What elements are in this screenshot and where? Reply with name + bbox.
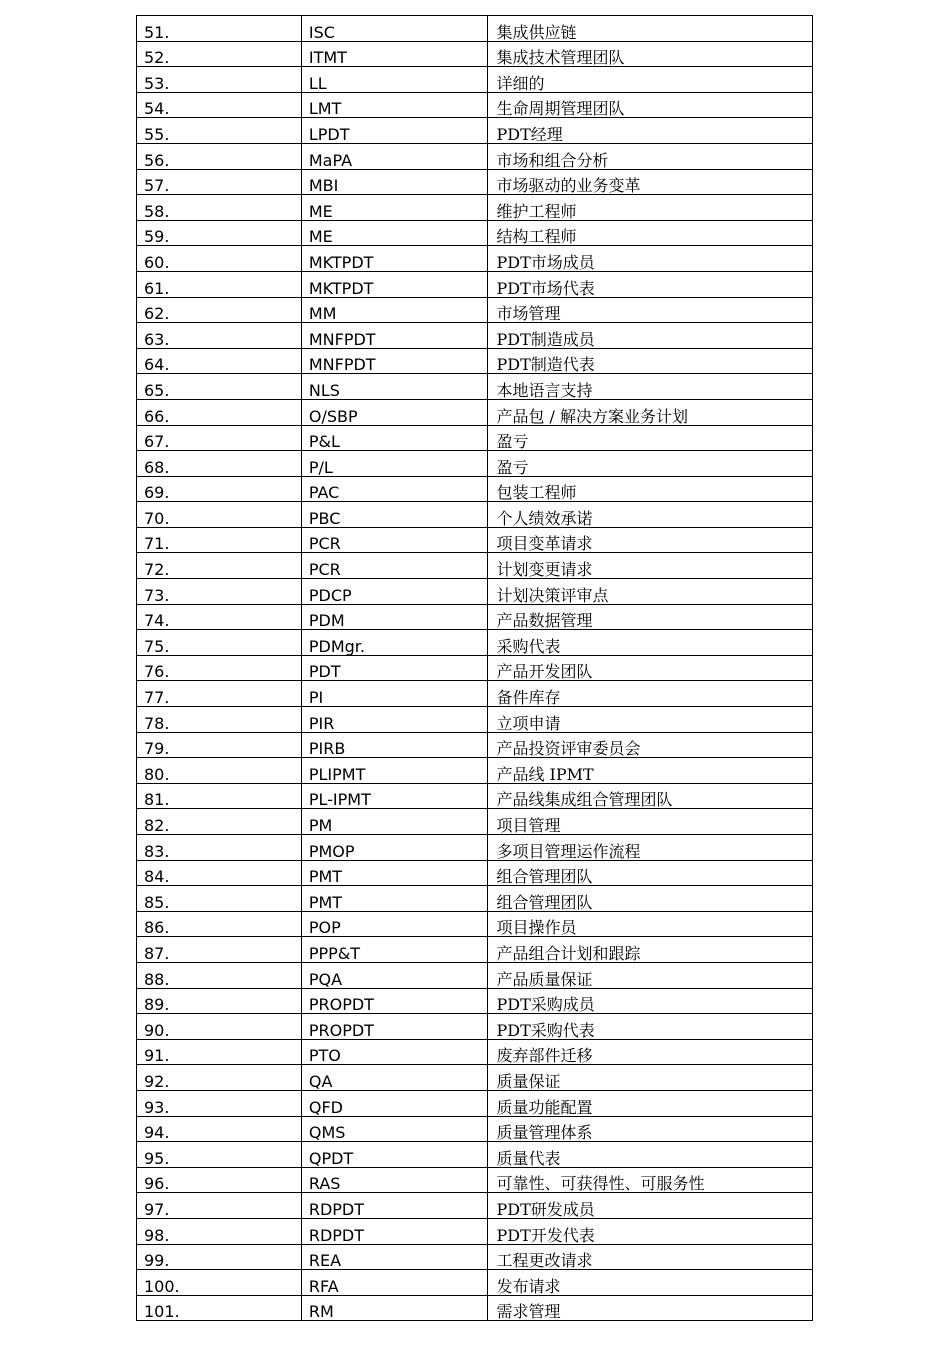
table-row	[137, 195, 813, 221]
row-number: 55.	[137, 118, 302, 144]
row-number: 63.	[137, 323, 302, 349]
abbreviation-cell: PDCP	[301, 579, 488, 605]
table-row	[137, 1193, 813, 1219]
table-row	[137, 348, 813, 374]
abbreviation-cell: RFA	[301, 1270, 488, 1296]
row-number: 101.	[137, 1295, 302, 1321]
description-cell: PDT市场代表	[488, 271, 813, 297]
table-row	[137, 297, 813, 323]
row-number: 77.	[137, 681, 302, 707]
table-row	[137, 92, 813, 118]
row-number: 68.	[137, 451, 302, 477]
row-number: 93.	[137, 1090, 302, 1116]
abbreviation-cell: PI	[301, 681, 488, 707]
description-cell: 质量管理体系	[488, 1116, 813, 1142]
table-row	[137, 1142, 813, 1168]
row-number: 89.	[137, 988, 302, 1014]
description-cell: 集成供应链	[488, 16, 813, 42]
abbreviation-cell: PIR	[301, 707, 488, 733]
row-number: 90.	[137, 1014, 302, 1040]
table-row	[137, 962, 813, 988]
table-row	[137, 1295, 813, 1321]
table-row	[137, 476, 813, 502]
description-cell: 发布请求	[488, 1270, 813, 1296]
row-number: 79.	[137, 732, 302, 758]
description-cell: 质量保证	[488, 1065, 813, 1091]
row-number: 54.	[137, 92, 302, 118]
description-cell: 产品线 IPMT	[488, 758, 813, 784]
table-row	[137, 1039, 813, 1065]
description-cell: 盈亏	[488, 451, 813, 477]
table-row	[137, 937, 813, 963]
table-row	[137, 1116, 813, 1142]
table-row	[137, 502, 813, 528]
abbreviation-cell: LMT	[301, 92, 488, 118]
abbreviation-cell: MaPA	[301, 143, 488, 169]
table-row	[137, 399, 813, 425]
description-cell: PDT制造代表	[488, 348, 813, 374]
abbreviation-cell: POP	[301, 911, 488, 937]
table-row	[137, 246, 813, 272]
table-row	[137, 579, 813, 605]
table-row	[137, 1065, 813, 1091]
table-row	[137, 835, 813, 861]
row-number: 72.	[137, 553, 302, 579]
abbreviation-cell: PQA	[301, 962, 488, 988]
abbreviation-cell: MKTPDT	[301, 246, 488, 272]
table-row	[137, 1090, 813, 1116]
row-number: 73.	[137, 579, 302, 605]
description-cell: PDT采购成员	[488, 988, 813, 1014]
description-cell: 组合管理团队	[488, 860, 813, 886]
abbreviation-cell: MNFPDT	[301, 323, 488, 349]
description-cell: 产品质量保证	[488, 962, 813, 988]
description-cell: 结构工程师	[488, 220, 813, 246]
row-number: 87.	[137, 937, 302, 963]
table-row	[137, 451, 813, 477]
row-number: 62.	[137, 297, 302, 323]
row-number: 94.	[137, 1116, 302, 1142]
table-row	[137, 655, 813, 681]
row-number: 85.	[137, 886, 302, 912]
description-cell: 产品组合计划和跟踪	[488, 937, 813, 963]
row-number: 96.	[137, 1167, 302, 1193]
description-cell: 需求管理	[488, 1295, 813, 1321]
table-row	[137, 732, 813, 758]
description-cell: 计划决策评审点	[488, 579, 813, 605]
abbreviation-cell: PCR	[301, 527, 488, 553]
abbreviation-cell: PPP&T	[301, 937, 488, 963]
table-row	[137, 374, 813, 400]
abbreviation-cell: PROPDT	[301, 1014, 488, 1040]
description-cell: 产品开发团队	[488, 655, 813, 681]
row-number: 91.	[137, 1039, 302, 1065]
table-row	[137, 681, 813, 707]
table-row	[137, 860, 813, 886]
table-row	[137, 783, 813, 809]
row-number: 78.	[137, 707, 302, 733]
description-cell: PDT开发代表	[488, 1218, 813, 1244]
description-cell: 备件库存	[488, 681, 813, 707]
description-cell: 详细的	[488, 67, 813, 93]
row-number: 65.	[137, 374, 302, 400]
row-number: 76.	[137, 655, 302, 681]
description-cell: 个人绩效承诺	[488, 502, 813, 528]
row-number: 81.	[137, 783, 302, 809]
row-number: 75.	[137, 630, 302, 656]
abbreviation-cell: PCR	[301, 553, 488, 579]
table-row	[137, 169, 813, 195]
row-number: 99.	[137, 1244, 302, 1270]
table-row	[137, 425, 813, 451]
abbreviation-cell: P/L	[301, 451, 488, 477]
row-number: 100.	[137, 1270, 302, 1296]
abbreviation-cell: PMOP	[301, 835, 488, 861]
table-row	[137, 988, 813, 1014]
abbreviation-cell: ISC	[301, 16, 488, 42]
table-row	[137, 911, 813, 937]
table-row	[137, 271, 813, 297]
row-number: 74.	[137, 604, 302, 630]
row-number: 71.	[137, 527, 302, 553]
abbreviation-cell: PTO	[301, 1039, 488, 1065]
abbreviation-cell: RDPDT	[301, 1218, 488, 1244]
table-row	[137, 143, 813, 169]
row-number: 82.	[137, 809, 302, 835]
description-cell: PDT经理	[488, 118, 813, 144]
abbreviation-cell: ME	[301, 195, 488, 221]
description-cell: 组合管理团队	[488, 886, 813, 912]
abbreviation-cell: PDM	[301, 604, 488, 630]
description-cell: 废弃部件迁移	[488, 1039, 813, 1065]
description-cell: 产品包 / 解决方案业务计划	[488, 399, 813, 425]
glossary-table	[136, 15, 813, 1321]
description-cell: 产品投资评审委员会	[488, 732, 813, 758]
row-number: 98.	[137, 1218, 302, 1244]
table-row	[137, 758, 813, 784]
row-number: 83.	[137, 835, 302, 861]
abbreviation-cell: PIRB	[301, 732, 488, 758]
abbreviation-cell: PDT	[301, 655, 488, 681]
table-row	[137, 1218, 813, 1244]
abbreviation-cell: QA	[301, 1065, 488, 1091]
description-cell: 市场和组合分析	[488, 143, 813, 169]
description-cell: 质量功能配置	[488, 1090, 813, 1116]
row-number: 52.	[137, 41, 302, 67]
row-number: 95.	[137, 1142, 302, 1168]
abbreviation-cell: QMS	[301, 1116, 488, 1142]
glossary-body	[137, 16, 813, 1321]
description-cell: 市场驱动的业务变革	[488, 169, 813, 195]
description-cell: 产品数据管理	[488, 604, 813, 630]
row-number: 84.	[137, 860, 302, 886]
description-cell: 盈亏	[488, 425, 813, 451]
table-row	[137, 67, 813, 93]
abbreviation-cell: MKTPDT	[301, 271, 488, 297]
description-cell: 项目变革请求	[488, 527, 813, 553]
table-row	[137, 707, 813, 733]
description-cell: PDT市场成员	[488, 246, 813, 272]
description-cell: 集成技术管理团队	[488, 41, 813, 67]
abbreviation-cell: PMT	[301, 860, 488, 886]
description-cell: 采购代表	[488, 630, 813, 656]
description-cell: 包装工程师	[488, 476, 813, 502]
table-row	[137, 886, 813, 912]
abbreviation-cell: ME	[301, 220, 488, 246]
abbreviation-cell: PBC	[301, 502, 488, 528]
row-number: 69.	[137, 476, 302, 502]
description-cell: 工程更改请求	[488, 1244, 813, 1270]
table-row	[137, 809, 813, 835]
description-cell: 市场管理	[488, 297, 813, 323]
abbreviation-cell: PROPDT	[301, 988, 488, 1014]
abbreviation-cell: NLS	[301, 374, 488, 400]
table-row	[137, 1270, 813, 1296]
abbreviation-cell: MNFPDT	[301, 348, 488, 374]
abbreviation-cell: PMT	[301, 886, 488, 912]
row-number: 86.	[137, 911, 302, 937]
description-cell: 计划变更请求	[488, 553, 813, 579]
row-number: 51.	[137, 16, 302, 42]
table-row	[137, 527, 813, 553]
table-row	[137, 553, 813, 579]
table-row	[137, 118, 813, 144]
abbreviation-cell: LL	[301, 67, 488, 93]
row-number: 57.	[137, 169, 302, 195]
abbreviation-cell: QPDT	[301, 1142, 488, 1168]
row-number: 61.	[137, 271, 302, 297]
description-cell: PDT研发成员	[488, 1193, 813, 1219]
description-cell: PDT制造成员	[488, 323, 813, 349]
abbreviation-cell: ITMT	[301, 41, 488, 67]
description-cell: 项目管理	[488, 809, 813, 835]
table-row	[137, 220, 813, 246]
abbreviation-cell: QFD	[301, 1090, 488, 1116]
description-cell: PDT采购代表	[488, 1014, 813, 1040]
table-row	[137, 1167, 813, 1193]
row-number: 59.	[137, 220, 302, 246]
abbreviation-cell: REA	[301, 1244, 488, 1270]
row-number: 80.	[137, 758, 302, 784]
row-number: 60.	[137, 246, 302, 272]
abbreviation-cell: PL-IPMT	[301, 783, 488, 809]
description-cell: 本地语言支持	[488, 374, 813, 400]
abbreviation-cell: MBI	[301, 169, 488, 195]
row-number: 67.	[137, 425, 302, 451]
table-row	[137, 16, 813, 42]
row-number: 53.	[137, 67, 302, 93]
table-row	[137, 630, 813, 656]
table-row	[137, 41, 813, 67]
table-row	[137, 1014, 813, 1040]
description-cell: 产品线集成组合管理团队	[488, 783, 813, 809]
description-cell: 多项目管理运作流程	[488, 835, 813, 861]
description-cell: 质量代表	[488, 1142, 813, 1168]
abbreviation-cell: RAS	[301, 1167, 488, 1193]
description-cell: 生命周期管理团队	[488, 92, 813, 118]
row-number: 66.	[137, 399, 302, 425]
abbreviation-cell: PAC	[301, 476, 488, 502]
table-row	[137, 604, 813, 630]
row-number: 70.	[137, 502, 302, 528]
row-number: 56.	[137, 143, 302, 169]
description-cell: 维护工程师	[488, 195, 813, 221]
row-number: 97.	[137, 1193, 302, 1219]
abbreviation-cell: RM	[301, 1295, 488, 1321]
table-row	[137, 1244, 813, 1270]
row-number: 64.	[137, 348, 302, 374]
abbreviation-cell: PM	[301, 809, 488, 835]
description-cell: 可靠性、可获得性、可服务性	[488, 1167, 813, 1193]
description-cell: 项目操作员	[488, 911, 813, 937]
description-cell: 立项申请	[488, 707, 813, 733]
abbreviation-cell: RDPDT	[301, 1193, 488, 1219]
abbreviation-cell: O/SBP	[301, 399, 488, 425]
abbreviation-cell: LPDT	[301, 118, 488, 144]
row-number: 88.	[137, 962, 302, 988]
abbreviation-cell: PLIPMT	[301, 758, 488, 784]
row-number: 58.	[137, 195, 302, 221]
abbreviation-cell: PDMgr.	[301, 630, 488, 656]
abbreviation-cell: MM	[301, 297, 488, 323]
abbreviation-cell: P&L	[301, 425, 488, 451]
table-row	[137, 323, 813, 349]
row-number: 92.	[137, 1065, 302, 1091]
